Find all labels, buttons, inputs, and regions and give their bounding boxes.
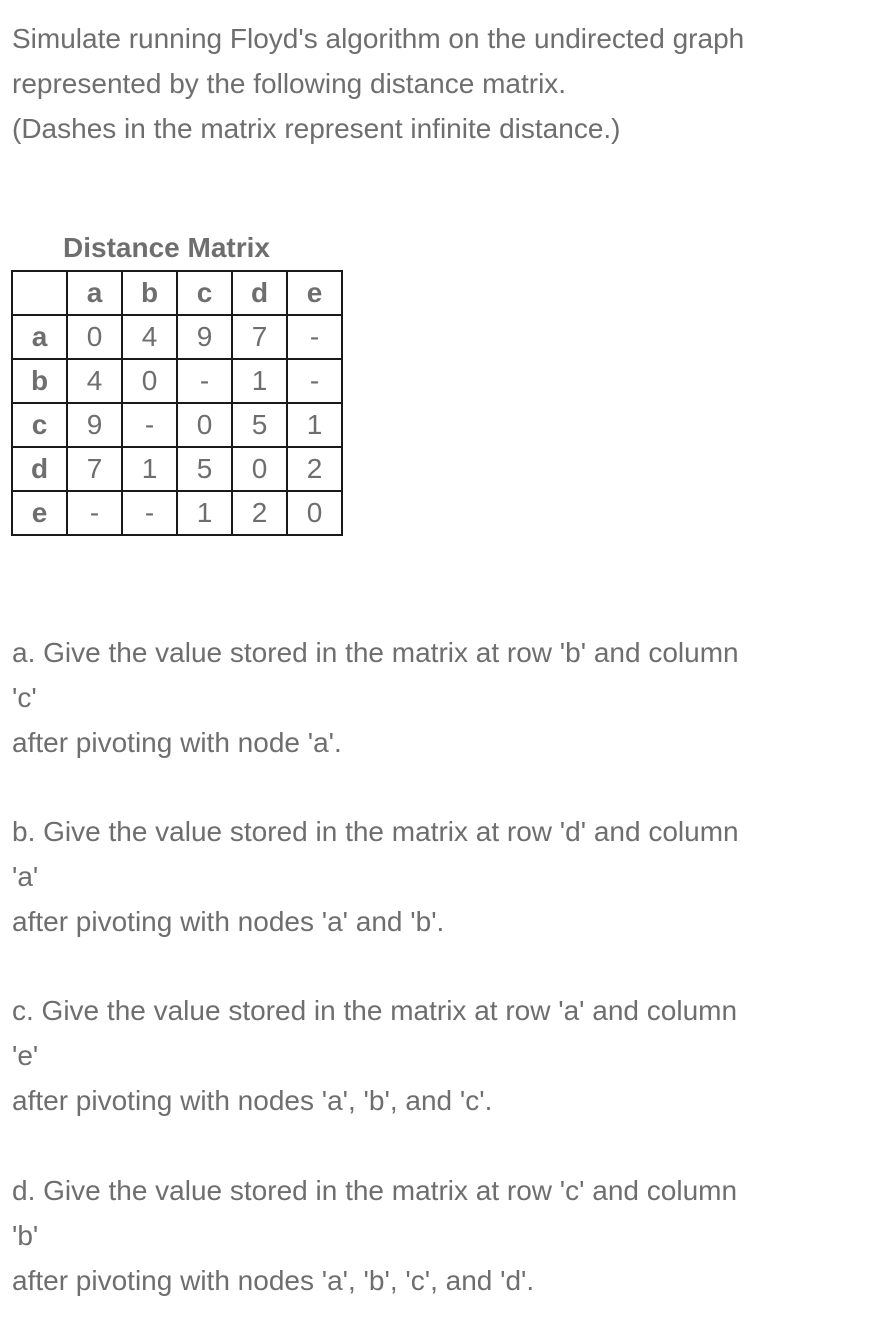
matrix-corner-cell [12,271,67,315]
row-header: d [12,447,67,491]
matrix-row [12,359,342,403]
matrix-cell: 2 [287,447,342,491]
matrix-cell: 5 [232,403,287,447]
matrix-cell: 0 [177,403,232,447]
matrix-cell: 5 [177,447,232,491]
column-header: e [287,271,342,315]
question-line: 'c' [12,682,37,713]
matrix-cell: - [122,403,177,447]
question-d [12,1168,862,1303]
question-line: b. Give the value stored in the matrix at row 'd' and column [12,816,739,847]
matrix-cell: - [177,359,232,403]
question-line: a. Give the value stored in the matrix at row 'b' and column [12,637,739,668]
row-header: e [12,491,67,535]
matrix-row [12,315,342,359]
question-line: after pivoting with nodes 'a', 'b', 'c', and 'd'. [12,1265,535,1296]
column-header: a [67,271,122,315]
matrix-cell: 4 [67,359,122,403]
question-line: 'a' [12,861,39,892]
matrix-row [12,491,342,535]
column-header: c [177,271,232,315]
question-line: after pivoting with nodes 'a', 'b', and 'c'. [12,1085,493,1116]
problem-intro [12,16,862,151]
question-c [12,988,862,1123]
matrix-cell: 4 [122,315,177,359]
matrix-cell: 0 [122,359,177,403]
matrix-header-row [12,271,342,315]
question-line: c. Give the value stored in the matrix at row 'a' and column [12,995,738,1026]
matrix-cell: - [67,491,122,535]
question-line: 'b' [12,1220,39,1251]
matrix-cell: 9 [67,403,122,447]
question-line: after pivoting with nodes 'a' and 'b'. [12,906,445,937]
row-header: c [12,403,67,447]
question-b [12,809,862,944]
matrix-cell: 1 [122,447,177,491]
matrix-cell: - [122,491,177,535]
matrix-cell: 1 [232,359,287,403]
matrix-cell: 0 [287,491,342,535]
matrix-cell: 9 [177,315,232,359]
matrix-cell: 1 [287,403,342,447]
intro-line: (Dashes in the matrix represent infinite distance.) [12,113,621,144]
question-line: d. Give the value stored in the matrix at row 'c' and column [12,1175,738,1206]
question-line: after pivoting with node 'a'. [12,727,342,758]
question-line: 'e' [12,1040,39,1071]
matrix-cell: 0 [232,447,287,491]
matrix-caption: Distance Matrix [63,232,270,263]
column-header: d [232,271,287,315]
matrix-cell: 7 [67,447,122,491]
question-a [12,630,862,765]
matrix-cell: 0 [67,315,122,359]
intro-line: represented by the following distance matrix. [12,68,567,99]
matrix-row [12,403,342,447]
intro-line: Simulate running Floyd's algorithm on the undirected graph [12,23,745,54]
column-header: b [122,271,177,315]
matrix-row [12,447,342,491]
matrix-cell: 1 [177,491,232,535]
row-header: b [12,359,67,403]
distance-matrix-table [11,270,343,536]
matrix-cell: 2 [232,491,287,535]
matrix-cell: 7 [232,315,287,359]
row-header: a [12,315,67,359]
matrix-cell: - [287,315,342,359]
matrix-cell: - [287,359,342,403]
